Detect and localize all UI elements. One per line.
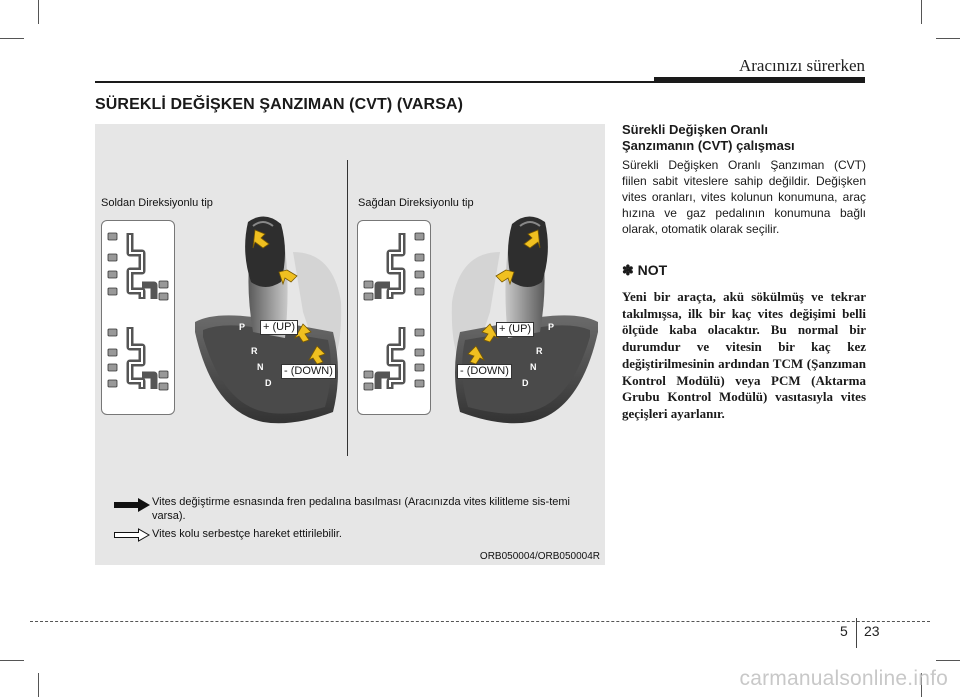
crop-mark [38,0,39,24]
crop-mark [0,660,24,661]
section-title: SÜREKLİ DEĞİŞKEN ŞANZIMAN (CVT) (VARSA) [95,96,464,113]
note-paragraph: Yeni bir araçta, akü sökülmüş ve tekrar takılmışsa, ilk bir kaç vites değişimi belli ölçüde kaba olacaktır. Bu normal bir durumdur ve vitesin bir kaç kez değiştirilmesinin ardından TCM (Şanzıman Kontrol Modülü) veya PCM (Aktarma Grubu Kontrol Modülü) vasıtasıyla vites geçişleri ayarlanır. [622,289,866,421]
gate-letter-r: R [536,346,543,356]
page-number-separator [856,618,857,648]
legend-filled-arrow-text: Vites değiştirme esnasında fren pedalına basılması (Aracınızda vites kilitleme sis-temi varsa). [152,496,570,522]
shift-pattern-panel-right [357,220,431,415]
gate-letter-n: N [257,362,264,372]
gate-letter-p: P [548,322,555,332]
note-heading [622,262,866,279]
crop-mark [38,673,39,697]
gate-letter-r: R [251,346,258,356]
right-hand-drive-label: Sağdan Direksiyonlu tip [358,197,474,209]
note-star-icon: ✽ [622,262,634,278]
crop-mark [936,660,960,661]
outline-arrow-icon [114,528,150,542]
gate-letter-d: D [522,378,529,388]
left-hand-drive-label: Soldan Direksiyonlu tip [101,197,213,209]
subsection-title [622,122,866,154]
legend-outline-arrow-text: Vites kolu serbestçe hareket ettirilebilir. [152,528,342,540]
header-bar [654,77,865,83]
callout-up-left: + (UP) [260,320,298,335]
figure-code: ORB050004/ORB050004R [479,551,600,562]
callout-down-right: - (DOWN) [457,364,512,379]
chapter-title: Aracınızı sürerken [738,56,865,75]
crop-mark [936,38,960,39]
callout-up-right: + (UP) [496,322,534,337]
filled-arrow-icon [114,498,150,512]
subsection-title-line-1: Sürekli Değişken Oranlı [622,122,768,137]
shift-pattern-diagram [102,221,174,414]
subsection-title-line-2: Şanzımanın (CVT) çalışması [622,138,795,153]
gate-letter-d: D [265,378,272,388]
footer-dashed-rule [30,621,930,622]
callout-down-left: - (DOWN) [281,364,336,379]
gate-letter-p: P [239,322,246,332]
shift-pattern-diagram [358,221,430,414]
page-number: 23 [864,623,880,639]
body-paragraph: Sürekli Değişken Oranlı Şanzıman (CVT) fiilen sabit viteslere sahip değildir. Değişken vites oranları, vites kolunun konumuna, araç hızına ve gaz pedalının konumuna bağlı olarak, otomatik olarak seçilir. [622,158,866,236]
chapter-number: 5 [840,623,848,639]
figure-divider [347,160,348,456]
crop-mark [0,38,24,39]
watermark: carmanualsonline.info [739,667,948,690]
note-title: NOT [637,262,668,278]
crop-mark [921,0,922,24]
gate-letter-n: N [530,362,537,372]
shift-pattern-panel-left [101,220,175,415]
